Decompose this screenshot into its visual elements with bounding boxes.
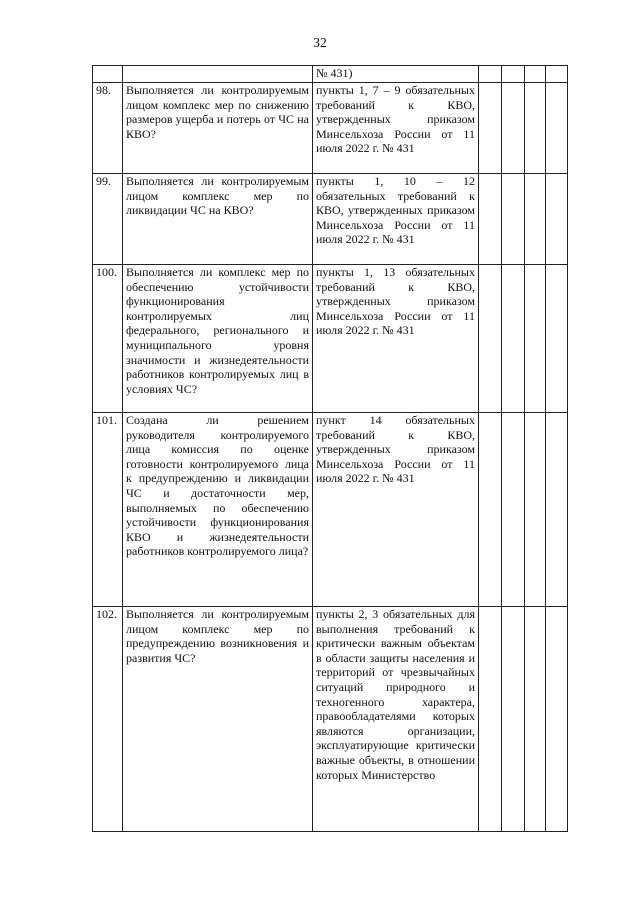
table-row-100 (93, 265, 568, 413)
reference-text: № 431) (316, 66, 353, 80)
question-cell: Выполняется ли комплекс мер по обеспечению устойчивости функционирования контролируемых лиц федерального, регионального и муниципального уровня значимости и жизнедеятельности работников контролируемых лиц в условиях ЧС? (123, 265, 313, 413)
reference-cell: пункты 1, 13 обязательных требований к КВО, утвержденных приказом Минсельхоза России от 11 июля 2022 г. № 431 (313, 265, 479, 413)
row-number: 99. (93, 174, 123, 265)
question-cell: Выполняется ли контролируемым лицом комплекс мер по предупреждению возникновения и развития ЧС? (123, 607, 313, 832)
reference-cell: пункты 2, 3 обязательных для выполнения требований к критически важным объектам в области защиты населения и территорий от чрезвычайных ситуаций природного и техногенного характера, правообладателями которых являются организации, эксплуатирующие критически важные объекты, в отношении которых Министерство (313, 607, 479, 832)
requirements-table (92, 65, 568, 832)
reference-cell (313, 66, 479, 83)
question-cell: Выполняется ли контролируемым лицом комплекс мер по снижению размеров ущерба и потерь от ЧС на КВО? (123, 83, 313, 174)
row-number: 101. (93, 413, 123, 607)
table-row-102 (93, 607, 568, 832)
table-row-98 (93, 83, 568, 174)
row-number: 98. (93, 83, 123, 174)
row-number: 100. (93, 265, 123, 413)
table-row-99 (93, 174, 568, 265)
reference-cell: пункты 1, 10 – 12 обязательных требований к КВО, утвержденных приказом Минсельхоза России от 11 июля 2022 г. № 431 (313, 174, 479, 265)
page-number: 32 (313, 35, 327, 50)
question-cell: Выполняется ли контролируемым лицом комплекс мер по ликвидации ЧС на КВО? (123, 174, 313, 265)
table-row-101 (93, 413, 568, 607)
reference-cell: пункты 1, 7 – 9 обязательных требований к КВО, утвержденных приказом Минсельхоза России от 11 июля 2022 г. № 431 (313, 83, 479, 174)
row-number: 102. (93, 607, 123, 832)
reference-cell: пункт 14 обязательных требований к КВО, утвержденных приказом Минсельхоза России от 11 июля 2022 г. № 431 (313, 413, 479, 607)
question-cell: Создана ли решением руководителя контролируемого лица комиссия по оценке готовности контролируемого лица к предупреждению и ликвидации ЧС и достаточности мер, выполняемых по обеспечению устойчивости функционирования КВО и жизнедеятельности работников контролируемого лица? (123, 413, 313, 607)
table-row-continuation (93, 66, 568, 83)
